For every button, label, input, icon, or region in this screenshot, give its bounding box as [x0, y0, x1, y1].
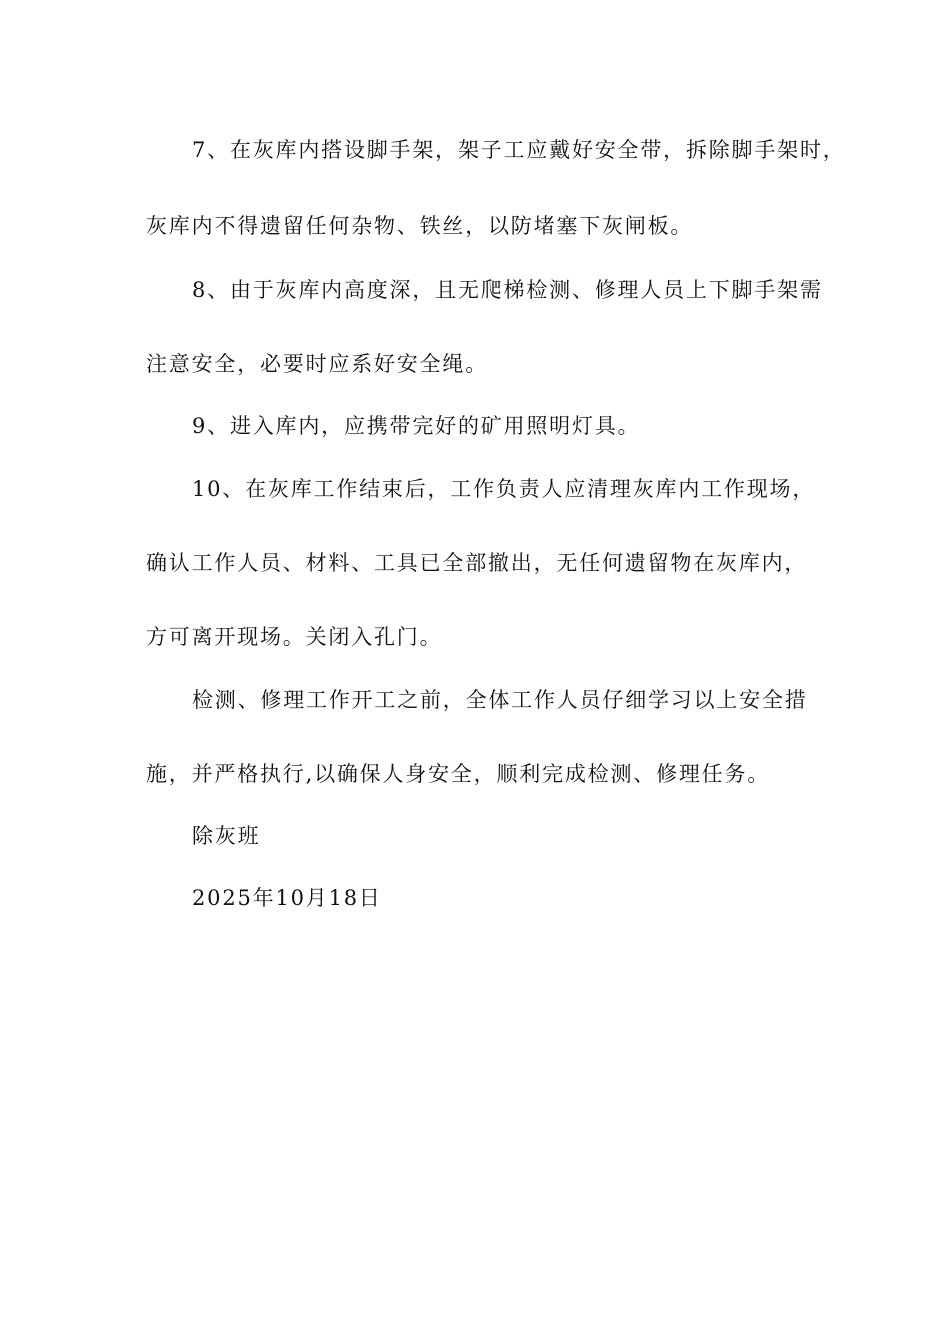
signature-department: 除灰班 — [192, 824, 261, 848]
item-8-line-2: 注意安全，必要时应系好安全绳。 — [146, 352, 488, 376]
item-9-line-1: 9、进入库内，应携带完好的矿用照明灯具。 — [192, 414, 641, 438]
item-8-line-1: 8、由于灰库内高度深，且无爬梯检测、修理人员上下脚手架需 — [192, 278, 823, 302]
item-10-line-1: 10、在灰库工作结束后，工作负责人应清理灰库内工作现场， — [192, 477, 816, 501]
item-7-line-2: 灰库内不得遗留任何杂物、铁丝，以防堵塞下灰闸板。 — [146, 214, 694, 238]
closing-line-2: 施，并严格执行,以确保人身安全，顺利完成检测、修理任务。 — [146, 762, 771, 786]
item-10-line-3: 方可离开现场。关闭入孔门。 — [146, 625, 443, 649]
closing-line-1: 检测、修理工作开工之前，全体工作人员仔细学习以上安全措 — [192, 688, 808, 712]
item-7-line-1: 7、在灰库内搭设脚手架，架子工应戴好安全带，拆除脚手架时， — [192, 138, 846, 162]
item-10-line-2: 确认工作人员、材料、工具已全部撤出，无任何遗留物在灰库内， — [146, 551, 808, 575]
signature-date: 2025年10月18日 — [192, 886, 382, 910]
